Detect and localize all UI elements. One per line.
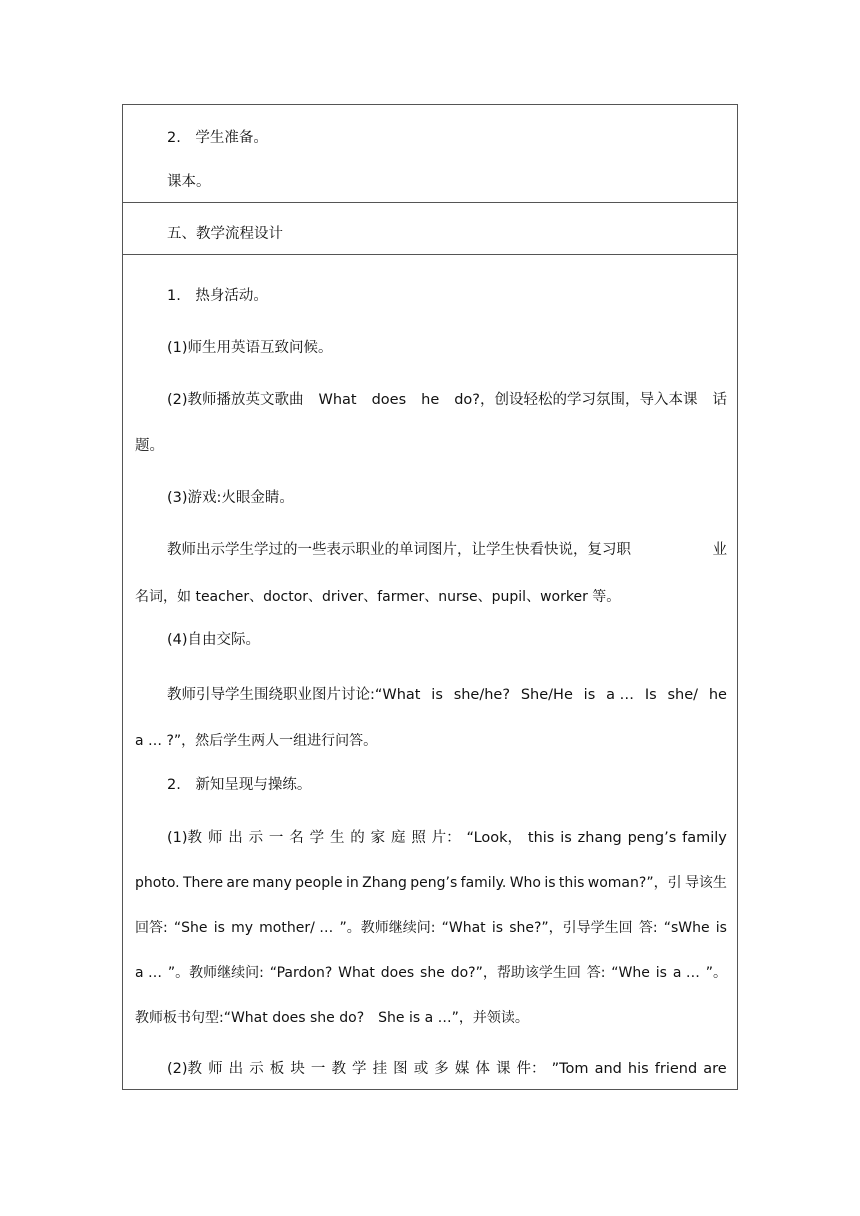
warmup-p3-desc-line2: 名词，如 teacher、doctor、driver、farmer、nurse、pupil、worker 等。 bbox=[135, 589, 621, 605]
text-segment: woman?”，引 bbox=[587, 875, 682, 891]
text-segment: 业 bbox=[712, 542, 727, 558]
text-segment: does bbox=[371, 392, 407, 408]
text-segment: 学 bbox=[309, 830, 325, 846]
text-segment: 体 bbox=[475, 1061, 490, 1077]
text-segment: friend bbox=[654, 1061, 698, 1077]
text-segment: peng’s bbox=[410, 875, 458, 891]
text-segment: 课 bbox=[495, 1061, 511, 1077]
text-segment: are bbox=[703, 1061, 727, 1077]
text-segment: 出 bbox=[228, 830, 243, 846]
text-segment: zhang bbox=[577, 830, 622, 846]
new-knowledge-p1-line4 bbox=[135, 963, 727, 983]
text-segment: 名 bbox=[289, 830, 304, 846]
text-segment: 件： bbox=[516, 1061, 546, 1077]
text-segment: “Look， bbox=[466, 830, 523, 846]
text-segment: is bbox=[431, 687, 443, 703]
text-segment: mother/ … bbox=[259, 920, 334, 936]
text-segment: 块 bbox=[290, 1061, 305, 1077]
text-segment: 师 bbox=[207, 830, 223, 846]
text-segment: is bbox=[560, 830, 572, 846]
text-segment: he bbox=[708, 687, 727, 703]
text-segment: “Whe bbox=[611, 965, 650, 981]
text-segment: She/He bbox=[520, 687, 573, 703]
warmup-p4: (4)自由交际。 bbox=[167, 632, 261, 648]
text-segment: is bbox=[655, 965, 667, 981]
text-segment: 出 bbox=[228, 1061, 244, 1077]
text-segment: What bbox=[318, 392, 357, 408]
text-segment: 媒 bbox=[454, 1061, 470, 1077]
text-segment: Zhang bbox=[362, 875, 407, 891]
warmup-title: 1. 热身活动。 bbox=[167, 288, 268, 304]
text-segment: “Pardon? bbox=[269, 965, 333, 981]
text-segment: 或 bbox=[413, 1061, 429, 1077]
text-segment: 答: bbox=[586, 965, 606, 981]
text-segment: photo. bbox=[135, 875, 180, 891]
warmup-p4-desc-line2: a … ?”，然后学生两人一组进行问答。 bbox=[135, 733, 378, 749]
text-segment: his bbox=[627, 1061, 649, 1077]
section-heading: 五、教学流程设计 bbox=[167, 226, 283, 242]
new-knowledge-p1-line2 bbox=[135, 873, 727, 893]
text-segment: 片： bbox=[431, 830, 461, 846]
text-segment: family bbox=[682, 830, 727, 846]
text-segment: is bbox=[583, 687, 596, 703]
text-segment: she/ bbox=[667, 687, 699, 703]
text-segment: 教 bbox=[331, 1061, 346, 1077]
text-segment: people bbox=[295, 875, 343, 891]
text-segment: 答: bbox=[638, 920, 658, 936]
text-segment: and bbox=[594, 1061, 622, 1077]
text-segment: ”。教师继续问: bbox=[167, 965, 264, 981]
text-segment: Is bbox=[644, 687, 657, 703]
text-segment: is bbox=[491, 920, 504, 936]
new-knowledge-p1-line1 bbox=[167, 828, 727, 848]
text-segment: 一 bbox=[268, 830, 284, 846]
text-segment: “What bbox=[441, 920, 486, 936]
new-knowledge-p2-line1 bbox=[167, 1059, 727, 1079]
student-prep-item: 2. 学生准备。 bbox=[167, 130, 268, 146]
text-segment: ”Tom bbox=[551, 1061, 589, 1077]
text-segment: “sWhe bbox=[663, 920, 710, 936]
text-segment: 图 bbox=[393, 1061, 408, 1077]
text-segment: this bbox=[558, 875, 585, 891]
text-segment: family. bbox=[460, 875, 507, 891]
text-segment: a … bbox=[135, 965, 163, 981]
warmup-p4-desc-line1 bbox=[167, 685, 727, 705]
text-segment: she/he? bbox=[453, 687, 511, 703]
text-segment: 教师出示学生学过的一些表示职业的单词图片，让学生快看快说，复习职 bbox=[167, 542, 631, 558]
text-segment: 多 bbox=[434, 1061, 449, 1077]
text-segment: There bbox=[182, 875, 224, 891]
text-segment: (2)教师播放英文歌曲 bbox=[167, 392, 304, 408]
text-segment: he bbox=[421, 392, 440, 408]
text-segment: 一 bbox=[310, 1061, 326, 1077]
text-segment: 生 bbox=[329, 830, 345, 846]
text-segment: 学 bbox=[352, 1061, 367, 1077]
text-segment: is bbox=[715, 920, 727, 936]
text-segment: 示 bbox=[248, 830, 264, 846]
new-knowledge-p1-line3 bbox=[135, 918, 727, 938]
text-segment: a … bbox=[672, 965, 700, 981]
text-segment: ”。 bbox=[705, 965, 727, 981]
text-segment: are bbox=[226, 875, 250, 891]
text-segment: ”。教师继续问: bbox=[339, 920, 436, 936]
lesson-plan-table bbox=[122, 104, 738, 1090]
text-segment: many bbox=[252, 875, 292, 891]
text-segment: 庭 bbox=[390, 830, 406, 846]
warmup-p3-desc-line1 bbox=[167, 540, 727, 560]
text-segment: 板 bbox=[269, 1061, 285, 1077]
text-segment: 师 bbox=[208, 1061, 223, 1077]
text-segment: (1)教 bbox=[167, 830, 203, 846]
text-segment: “She bbox=[173, 920, 208, 936]
text-segment: do?，创设轻松的学习氛围，导入本课 bbox=[454, 392, 698, 408]
text-segment: 示 bbox=[249, 1061, 264, 1077]
text-segment: What bbox=[338, 965, 375, 981]
text-segment: my bbox=[231, 920, 253, 936]
text-segment: 的 bbox=[350, 830, 365, 846]
warmup-p2-line1 bbox=[167, 390, 727, 410]
text-segment: peng’s bbox=[627, 830, 677, 846]
new-knowledge-title: 2. 新知呈现与操练。 bbox=[167, 777, 312, 793]
text-segment: is bbox=[213, 920, 225, 936]
text-segment: 照 bbox=[411, 830, 426, 846]
text-segment: a … bbox=[606, 687, 635, 703]
text-segment: do?”，帮助该学生回 bbox=[450, 965, 581, 981]
text-segment: does bbox=[380, 965, 415, 981]
textbook-text: 课本。 bbox=[167, 174, 211, 190]
warmup-p3: (3)游戏:火眼金睛。 bbox=[167, 490, 294, 506]
text-segment: in bbox=[345, 875, 359, 891]
text-segment: 家 bbox=[370, 830, 386, 846]
text-segment: 挂 bbox=[372, 1061, 388, 1077]
text-segment: 教师引导学生围绕职业图片讨论:“What bbox=[167, 687, 421, 703]
table-row-divider bbox=[123, 254, 737, 255]
new-knowledge-p1-line5: 教师板书句型:“What does she do? She is a …”，并领读。 bbox=[135, 1010, 529, 1026]
table-row-divider bbox=[123, 202, 737, 203]
warmup-p2-line2: 题。 bbox=[135, 438, 164, 454]
text-segment: 回答: bbox=[135, 920, 168, 936]
text-segment: is bbox=[544, 875, 556, 891]
text-segment: Who bbox=[509, 875, 541, 891]
text-segment: she bbox=[420, 965, 445, 981]
text-segment: 话 bbox=[712, 392, 727, 408]
text-segment: she?”，引导学生回 bbox=[509, 920, 633, 936]
warmup-p1: (1)师生用英语互致问候。 bbox=[167, 340, 333, 356]
text-segment: (2)教 bbox=[167, 1061, 203, 1077]
text-segment: this bbox=[527, 830, 555, 846]
text-segment: 导该生 bbox=[684, 875, 727, 891]
